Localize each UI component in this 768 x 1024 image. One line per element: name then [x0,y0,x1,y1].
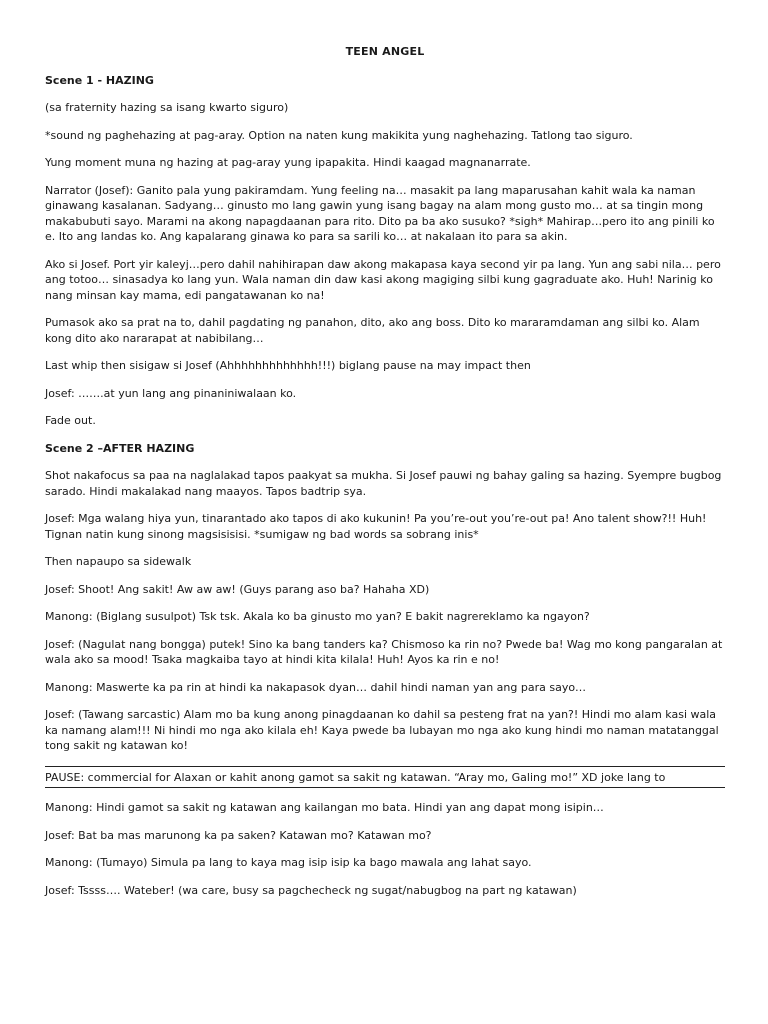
paragraph: Manong: Hindi gamot sa sakit ng katawan ang kailangan mo bata. Hindi yan ang dapat mong isipin… [45,801,604,814]
paragraph: Last whip then sisigaw si Josef (Ahhhhhhhhhhhhh!!!) biglang pause na may impact then [45,359,531,372]
paragraph: Josef: …….at yun lang ang pinaniniwalaan ko. [45,386,297,400]
paragraph: Ako si Josef. Port yir kaleyj…pero dahil nahihirapan daw akong makapasa kaya second yir pa lang. Yun ang sabi nila… pero ang totoo… sinasadya ko lang yun. Wala naman din daw kasi akong magiging silbi kung gagraduate ako. Huh! Narinig ko nang minsan kay mama, edi pangatawanan ko na! [45,257,721,302]
paragraph: Josef: (Tawang sarcastic) Alam mo ba kung anong pinagdaanan ko dahil sa pesteng frat na yan?! Hindi mo alam kasi wala ka namang alam!!! Ni hindi mo nga ako kilala eh! Kaya pwede ba lubayan mo nga ako kung hindi mo naman matatanggal tong sakit ng katawan ko! [45,708,719,752]
paragraph: Then napaupo sa sidewalk [45,555,192,568]
paragraph: Fade out. [45,414,96,427]
paragraph: Shot nakafocus sa paa na naglalakad tapos paakyat sa mukha. Si Josef pauwi ng bahay galing sa hazing. Syempre bugbog sarado. Hindi makalakad nang maayos. Tapos badtrip sya. [45,469,722,498]
paragraph: Josef: Mga walang hiya yun, tinarantado ako tapos di ako kukunin! Pa you’re-out you’re-out pa! Ano talent show?!! Huh! Tignan natin kung sinong magsisisisi. *sumigaw ng bad words sa sobrang inis* [45,512,707,541]
paragraph: Josef: Shoot! Ang sakit! Aw aw aw! (Guys parang aso ba? Hahaha XD) [45,582,430,596]
paragraph: Yung moment muna ng hazing at pag-aray yung ipapakita. Hindi kaagad magnanarrate. [45,156,531,169]
paragraph: Josef: (Nagulat nang bongga) putek! Sino ka bang tanders ka? Chismoso ka rin no? Pwede ba! Wag mo kong pangaralan at wala ako sa mood! Tsaka magkaiba tayo at hindi kita kilala! Huh! Ayos ka rin e no! [45,637,723,666]
paragraph: Pumasok ako sa prat na to, dahil pagdating ng panahon, dito, ako ang boss. Dito ko mararamdaman ang silbi ko. Alam kong dito ako nararapat at nabibilang… [45,316,700,345]
paragraph: Josef: Bat ba mas marunong ka pa saken? Katawan mo? Katawan mo? [45,828,432,842]
paragraph: (sa fraternity hazing sa isang kwarto siguro) [45,101,289,114]
scene-2-heading: Scene 2 –AFTER HAZING [45,441,195,455]
paragraph: Josef: Tssss…. Wateber! (wa care, busy sa pagchecheck ng sugat/nabugbog na part ng katawan) [45,883,577,897]
paragraph: *sound ng paghehazing at pag-aray. Option na naten kung makikita yung naghehazing. Tatlong tao siguro. [45,128,633,142]
pause-note-box: PAUSE: commercial for Alaxan or kahit anong gamot sa sakit ng katawan. “Aray mo, Galing mo!” XD joke lang to [45,766,725,789]
paragraph: Manong: (Tumayo) Simula pa lang to kaya mag isip isip ka bago mawala ang lahat sayo. [45,856,532,869]
document-title: TEEN ANGEL [345,45,425,58]
scene-1-heading: Scene 1 - HAZING [45,73,154,87]
paragraph: Narrator (Josef): Ganito pala yung pakiramdam. Yung feeling na… masakit pa lang maparusahan kahit wala ka naman ginawang kasalanan. Sadyang… ginusto mo lang gawin yung isang bagay na alam mong gusto mo… at sa tingin mong makabubuti sayo. Marami na akong napagdaanan para rito. Dito pa ba ako susuko? *sigh* Mahirap…pero ito ang pinili ko e. Ito ang landas ko. Ang kapalarang ginawa ko para sa sarili ko… at nakalaan ito para sa akin. [45,183,715,243]
paragraph: Manong: (Biglang susulpot) Tsk tsk. Akala ko ba ginusto mo yan? E bakit nagrereklamo ka ngayon? [45,610,590,623]
paragraph: Manong: Maswerte ka pa rin at hindi ka nakapasok dyan… dahil hindi naman yan ang para sayo… [45,680,587,694]
document-page [45,44,725,910]
